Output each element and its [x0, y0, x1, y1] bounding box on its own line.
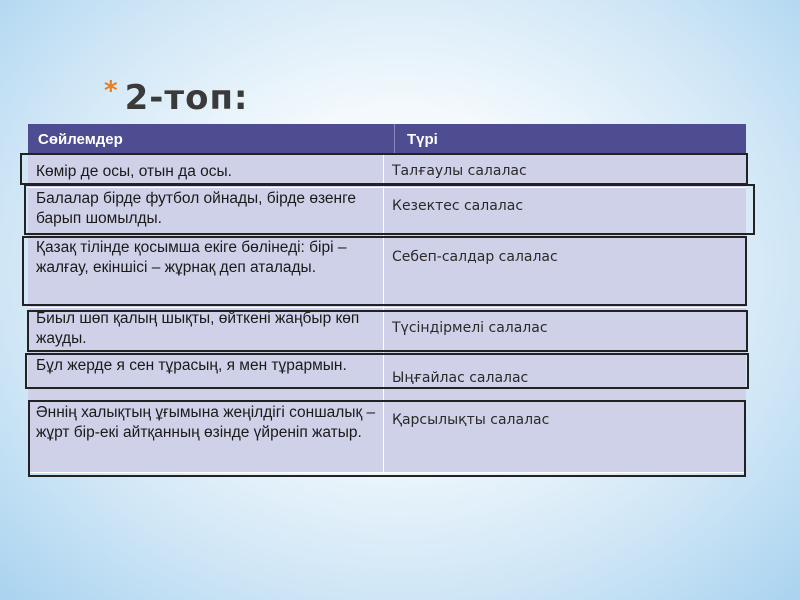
table-row	[28, 355, 746, 402]
title-text: 2-топ:	[124, 78, 249, 118]
sentence-cell: Балалар бірде футбол ойнады, бірде өзенге барып шомылды.	[28, 188, 384, 236]
sentence-cell: Әннің халықтың ұғымына жеңілдігі соншалық – жұрт бір-екі айтқанның өзінде үйреніп жатыр.	[28, 402, 384, 472]
sentence-cell: Қазақ тілінде қосымша екіге бөлінеді: бірі – жалғау, екіншісі – жұрнақ деп аталады.	[28, 237, 384, 307]
sentence-cell: Бұл жерде я сен тұрасың, я мен тұрармын.	[28, 355, 384, 401]
header-type: Түрі	[407, 130, 438, 148]
sentence-cell: Биыл шөп қалың шықты, өйткені жаңбыр көп жауды.	[28, 308, 384, 354]
table-row	[28, 308, 746, 355]
table-row	[28, 237, 746, 308]
slide-title	[104, 78, 249, 118]
title-bullet: *	[104, 76, 119, 106]
type-cell: Себеп-салдар салалас	[392, 249, 558, 265]
type-cell: Ыңғайлас салалас	[392, 370, 529, 386]
type-cell: Кезектес салалас	[392, 198, 524, 214]
table-row	[28, 154, 746, 188]
type-cell: Түсіндірмелі салалас	[392, 320, 548, 336]
table-row	[28, 188, 746, 237]
header-sentences: Сөйлемдер	[28, 124, 395, 154]
type-cell: Талғаулы салалас	[392, 162, 527, 179]
sentence-table	[28, 124, 746, 473]
type-cell: Қарсылықты салалас	[392, 412, 550, 428]
table-header	[28, 124, 746, 154]
sentence-cell: Көмір де осы, отын да осы.	[28, 154, 384, 187]
table-row	[28, 402, 746, 473]
